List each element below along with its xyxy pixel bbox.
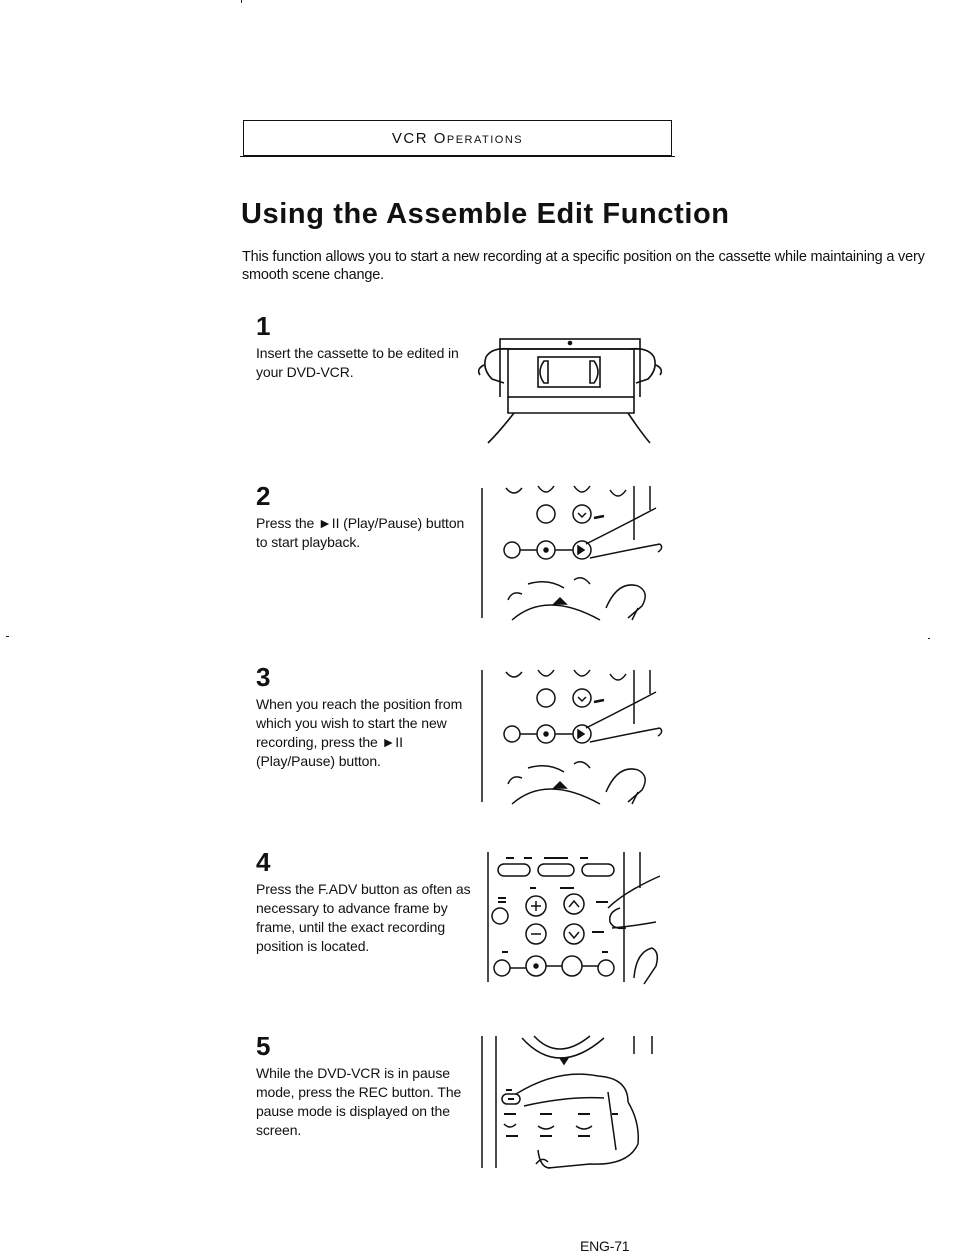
section-header bbox=[243, 120, 672, 156]
remote-rec-illustration bbox=[478, 1032, 668, 1172]
step-text: While the DVD-VCR is in pause mode, press the REC button. The pause mode is displayed on the screen. bbox=[256, 1065, 462, 1138]
step-number: 2 bbox=[256, 481, 271, 511]
step-text: When you reach the position from which you wish to start the new recording, press the ►II (Play/Pause) button. bbox=[256, 696, 463, 769]
section-label: VCR Operations bbox=[391, 129, 524, 147]
step-3 bbox=[256, 663, 471, 771]
cassette-insert-illustration bbox=[470, 335, 670, 450]
step-5 bbox=[256, 1032, 471, 1140]
scan-mark bbox=[241, 0, 242, 3]
step-text: Press the ►II (Play/Pause) button to start playback. bbox=[256, 515, 465, 550]
remote-fadv-illustration bbox=[484, 848, 662, 986]
step-number: 5 bbox=[256, 1031, 271, 1061]
step-text: Press the F.ADV button as often as necessary to advance frame by frame, until the exact recording position is located. bbox=[256, 881, 471, 954]
scan-mark bbox=[6, 636, 9, 637]
step-number: 1 bbox=[256, 311, 271, 341]
step-4 bbox=[256, 848, 471, 956]
scan-mark bbox=[928, 638, 930, 639]
step-2 bbox=[256, 482, 471, 552]
step-number: 4 bbox=[256, 847, 271, 877]
remote-play-pause-illustration-2 bbox=[478, 664, 668, 806]
page-title: Using the Assemble Edit Function bbox=[241, 198, 730, 230]
intro-paragraph: This function allows you to start a new recording at a specific position on the cassette while maintaining a very smooth scene change. bbox=[242, 249, 925, 283]
step-text: Insert the cassette to be edited in your DVD-VCR. bbox=[256, 345, 459, 380]
step-1 bbox=[256, 312, 471, 382]
page-number: ENG-71 bbox=[580, 1238, 630, 1254]
step-number: 3 bbox=[256, 662, 271, 692]
remote-play-pause-illustration bbox=[478, 480, 668, 622]
